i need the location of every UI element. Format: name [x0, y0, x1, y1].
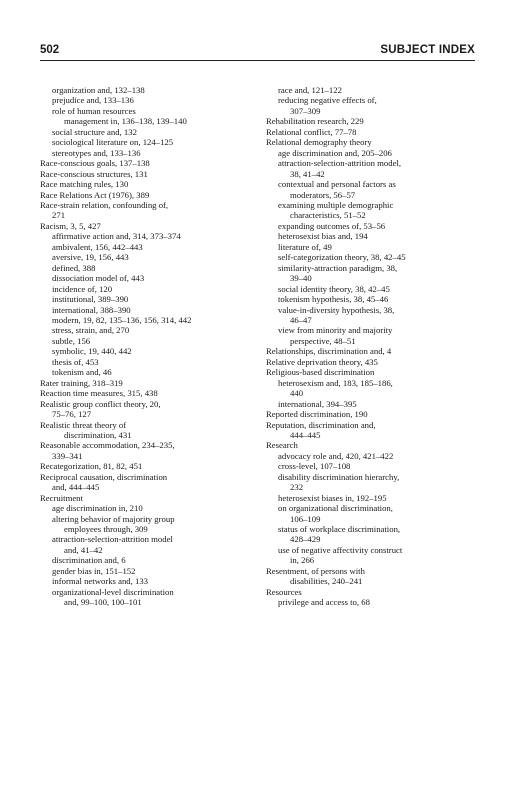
index-heading: Research	[266, 440, 298, 451]
index-heading: Reciprocal causation, discrimination	[40, 471, 168, 482]
index-subentry: dissociation model of, 443	[52, 273, 145, 284]
index-subentry: institutional, 389–390	[52, 294, 129, 305]
index-subentry: on organizational discrimination,	[278, 503, 393, 514]
index-subentry: similarity-attraction paradigm, 38,	[278, 262, 398, 273]
index-subentry: attraction-selection-attrition model	[52, 534, 173, 545]
index-subentry: 46–47	[290, 314, 312, 325]
index-subentry: advocacy role and, 420, 421–422	[278, 450, 394, 461]
index-subentry: ambivalent, 156, 442–443	[52, 241, 143, 252]
index-heading: Relationships, discrimination and, 4	[266, 346, 392, 357]
index-subentry: use of negative affectivity construct	[278, 544, 403, 555]
index-subentry: role of human resources	[52, 105, 136, 116]
index-subentry: 232	[290, 482, 304, 493]
index-subentry: altering behavior of majority group	[52, 513, 175, 524]
index-subentry: affirmative action and, 314, 373–374	[52, 231, 181, 242]
index-heading: Reasonable accommodation, 234–235,	[40, 440, 175, 451]
index-subentry: value-in-diversity hypothesis, 38,	[278, 304, 395, 315]
index-subentry: heterosexism and, 183, 185–186,	[278, 377, 393, 388]
index-subentry: 339–341	[52, 450, 83, 461]
index-heading: Race Relations Act (1976), 389	[40, 189, 150, 200]
index-subentry: in, 266	[290, 555, 315, 566]
index-heading: Relational conflict, 77–78	[266, 126, 357, 137]
index-subentry: and, 99–100, 100–101	[64, 597, 142, 608]
index-subentry: management in, 136–138, 139–140	[64, 116, 187, 127]
index-subentry: self-categorization theory, 38, 42–45	[278, 252, 406, 263]
index-column-right	[266, 85, 480, 608]
index-subentry: stereotypes and, 133–136	[52, 147, 141, 158]
index-heading: Rehabilitation research, 229	[266, 116, 364, 127]
index-subentry: 271	[52, 210, 66, 221]
index-subentry: thesis of, 453	[52, 356, 99, 367]
index-heading: Racism, 3, 5, 427	[40, 220, 101, 231]
index-subentry: employees through, 309	[64, 524, 148, 535]
index-subentry: prejudice and, 133–136	[52, 95, 134, 106]
index-subentry: 39–40	[290, 273, 312, 284]
index-subentry: discrimination, 431	[64, 429, 132, 440]
index-subentry: social identity theory, 38, 42–45	[278, 283, 390, 294]
index-subentry: disability discrimination hierarchy,	[278, 471, 400, 482]
index-subentry: 307–309	[290, 105, 321, 116]
index-heading: Reputation, discrimination and,	[266, 419, 376, 430]
index-subentry: tokenism and, 46	[52, 367, 112, 378]
index-subentry: 440	[290, 388, 304, 399]
index-subentry: characteristics, 51–52	[290, 210, 366, 221]
index-subentry: sociological literature on, 124–125	[52, 137, 174, 148]
index-heading: Resources	[266, 586, 302, 597]
index-heading: Rater training, 318–319	[40, 377, 123, 388]
index-subentry: 75–76, 127	[52, 409, 92, 420]
page-number: 502	[40, 44, 60, 56]
index-subentry: aversive, 19, 156, 443	[52, 252, 129, 263]
index-subentry: symbolic, 19, 440, 442	[52, 346, 132, 357]
index-heading: Race matching rules, 130	[40, 179, 129, 190]
index-subentry: 106–109	[290, 513, 321, 524]
index-subentry: informal networks and, 133	[52, 576, 149, 587]
index-subentry: defined, 388	[52, 262, 96, 273]
index-subentry: examining multiple demographic	[278, 199, 394, 210]
running-title: SUBJECT INDEX	[380, 44, 475, 56]
index-subentry: incidence of, 120	[52, 283, 113, 294]
index-heading: Recruitment	[40, 492, 83, 503]
index-heading: Religious-based discrimination	[266, 367, 375, 378]
index-subentry: perspective, 48–51	[290, 335, 356, 346]
index-heading: Race-conscious structures, 131	[40, 168, 148, 179]
index-subentry: expanding outcomes of, 53–56	[278, 220, 386, 231]
index-heading: Reported discrimination, 190	[266, 409, 368, 420]
index-subentry: status of workplace discrimination,	[278, 524, 401, 535]
index-heading: Relative deprivation theory, 435	[266, 356, 378, 367]
index-heading: Realistic group conflict theory, 20,	[40, 398, 161, 409]
index-heading: Reaction time measures, 315, 438	[40, 388, 158, 399]
index-subentry: moderators, 56–57	[290, 189, 356, 200]
index-subentry: organization and, 132–138	[52, 85, 145, 95]
index-subentry: and, 444–445	[52, 482, 100, 493]
index-subentry: view from minority and majority	[278, 325, 393, 336]
index-heading: Relational demography theory	[266, 137, 372, 148]
index-subentry: attraction-selection-attrition model,	[278, 158, 402, 169]
header-rule	[40, 60, 475, 61]
index-subentry: subtle, 156	[52, 335, 91, 346]
index-subentry: discrimination and, 6	[52, 555, 126, 566]
index-subentry: and, 41–42	[64, 544, 103, 555]
index-subentry: privilege and access to, 68	[278, 597, 370, 608]
index-subentry: contextual and personal factors as	[278, 179, 396, 190]
index-subentry: 444–445	[290, 429, 321, 440]
index-heading: Realistic threat theory of	[40, 419, 127, 430]
index-subentry: modern, 19, 82, 135–136, 156, 314, 442	[52, 314, 192, 325]
index-subentry: literature of, 49	[278, 241, 332, 252]
index-subentry: organizational-level discrimination	[52, 586, 174, 597]
page-header	[40, 44, 475, 60]
index-subentry: 428–429	[290, 534, 321, 545]
index-subentry: 38, 41–42	[290, 168, 325, 179]
index-subentry: age discrimination in, 210	[52, 503, 143, 514]
index-subentry: stress, strain, and, 270	[52, 325, 130, 336]
index-subentry: international, 394–395	[278, 398, 357, 409]
index-subentry: race and, 121–122	[278, 85, 342, 95]
index-subentry: international, 388–390	[52, 304, 131, 315]
index-heading: Race-strain relation, confounding of,	[40, 199, 169, 210]
index-subentry: cross-level, 107–108	[278, 461, 351, 472]
index-subentry: heterosexist biases in, 192–195	[278, 492, 387, 503]
index-subentry: tokenism hypothesis, 38, 45–46	[278, 294, 389, 305]
index-heading: Resentment, of persons with	[266, 565, 365, 576]
index-subentry: disabilities, 240–241	[290, 576, 363, 587]
index-heading: Recategorization, 81, 82, 451	[40, 461, 143, 472]
index-subentry: gender bias in, 151–152	[52, 565, 136, 576]
index-subentry: age discrimination and, 205–206	[278, 147, 392, 158]
index-heading: Race-conscious goals, 137–138	[40, 158, 150, 169]
index-subentry: heterosexist bias and, 194	[278, 231, 368, 242]
index-subentry: reducing negative effects of,	[278, 95, 377, 106]
index-column-left	[40, 85, 256, 608]
index-subentry: social structure and, 132	[52, 126, 137, 137]
